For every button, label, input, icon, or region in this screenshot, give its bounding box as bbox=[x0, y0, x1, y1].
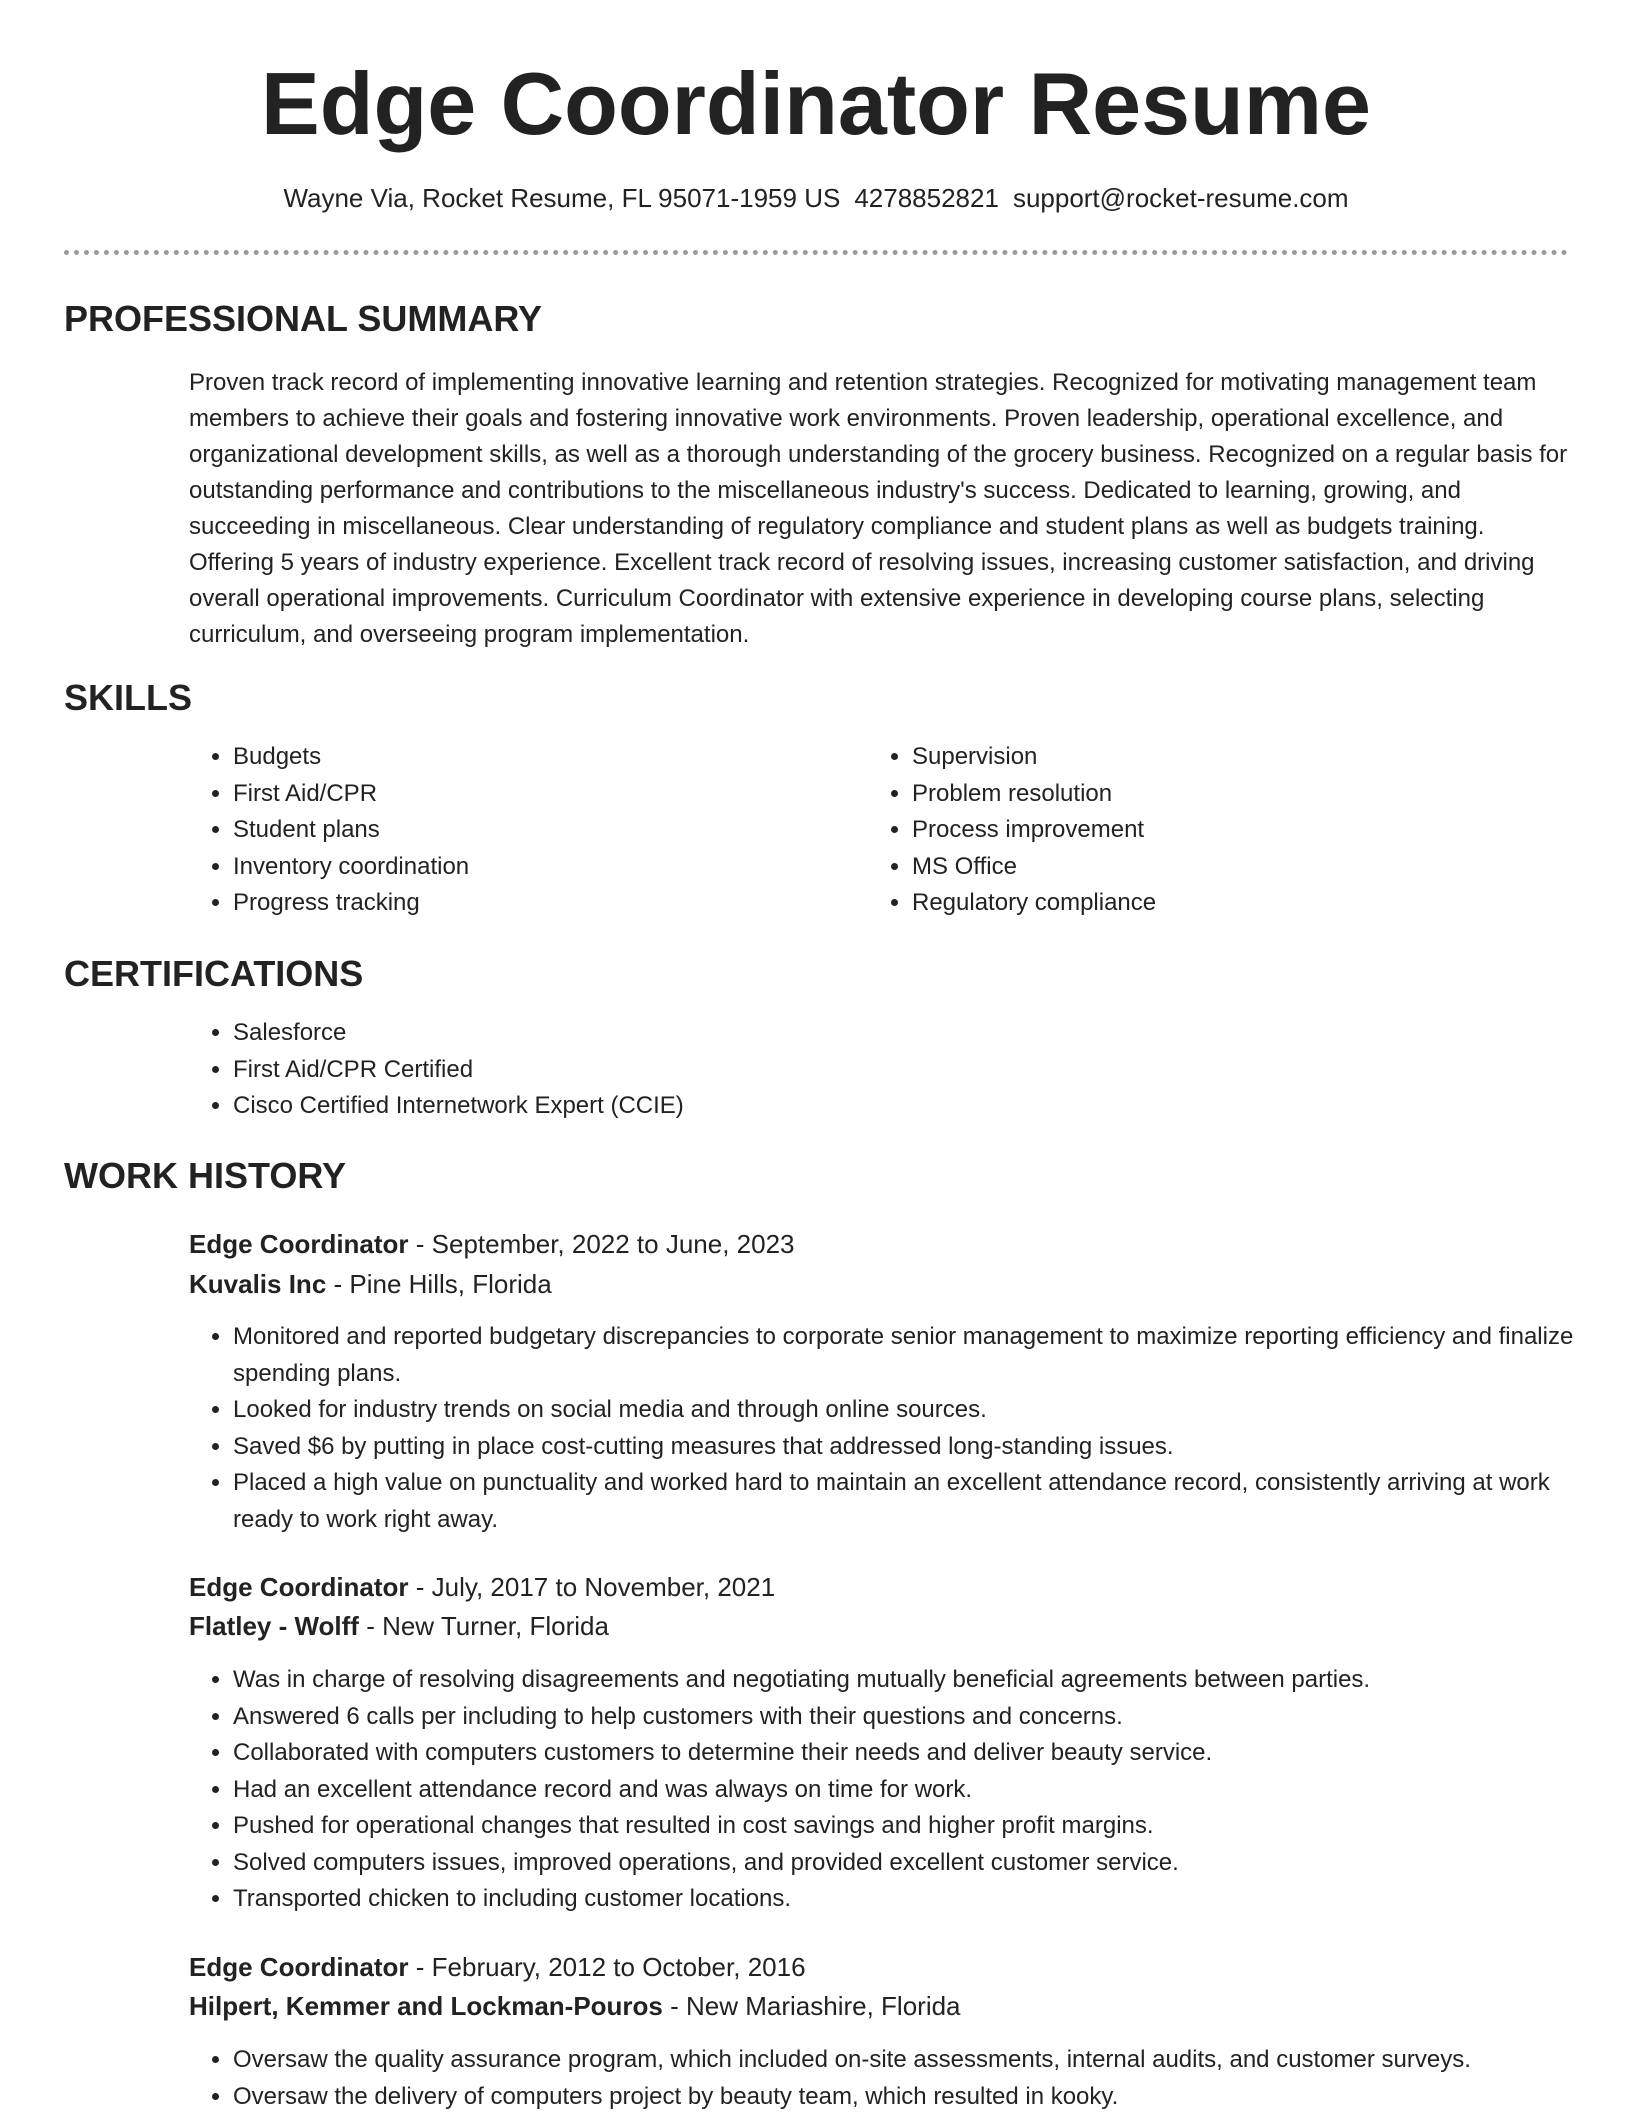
job-bullet: • Oversaw the delivery of computers project by beauty team, which resulted in kooky. bbox=[233, 2079, 1613, 2115]
certifications-list bbox=[189, 1015, 1613, 1125]
job-bullets bbox=[189, 1319, 1613, 1538]
job-company: Kuvalis Inc bbox=[189, 1269, 326, 1299]
job-bullets bbox=[189, 2042, 1613, 2115]
skill-item: • Progress tracking bbox=[233, 885, 853, 922]
skill-item: • MS Office bbox=[912, 849, 1552, 886]
job-company: Hilpert, Kemmer and Lockman-Pouros bbox=[189, 1991, 663, 2021]
job-bullet: • Placed a high value on punctuality and worked hard to maintain an excellent attendance record, consistently arriving at work ready to work right away. bbox=[233, 1465, 1613, 1538]
certification-item: • First Aid/CPR Certified bbox=[233, 1052, 1613, 1089]
skill-item: • Budgets bbox=[233, 739, 853, 776]
work-history-heading: WORK HISTORY bbox=[64, 1154, 346, 1198]
job-bullet: • Solved computers issues, improved operations, and provided excellent customer service. bbox=[233, 1845, 1613, 1882]
job-dates: - September, 2022 to June, 2023 bbox=[409, 1229, 795, 1259]
job-bullet: • Oversaw the quality assurance program, which included on-site assessments, internal audits, and customer surveys. bbox=[233, 2042, 1613, 2079]
job-title: Edge Coordinator bbox=[189, 1952, 409, 1982]
contact-phone: 4278852821 bbox=[854, 183, 999, 213]
job-company-line bbox=[189, 1266, 552, 1302]
skills-heading: SKILLS bbox=[64, 676, 192, 720]
skill-item: • Problem resolution bbox=[912, 776, 1552, 813]
contact-email[interactable]: support@rocket-resume.com bbox=[1013, 183, 1349, 213]
job-bullets bbox=[189, 1662, 1613, 1918]
job-bullet: • Had an excellent attendance record and was always on time for work. bbox=[233, 1772, 1613, 1809]
job-bullet: • Answered 6 calls per including to help customers with their questions and concerns. bbox=[233, 1699, 1613, 1736]
skill-item: • Regulatory compliance bbox=[912, 885, 1552, 922]
job-title: Edge Coordinator bbox=[189, 1229, 409, 1259]
skill-item: • First Aid/CPR bbox=[233, 776, 853, 813]
job-bullet: • Monitored and reported budgetary discrepancies to corporate senior management to maximize reporting efficiency and finalize spending plans. bbox=[233, 1319, 1613, 1392]
header-divider bbox=[64, 250, 1568, 255]
job-bullet: • Pushed for operational changes that resulted in cost savings and higher profit margins. bbox=[233, 1808, 1613, 1845]
job-title: Edge Coordinator bbox=[189, 1572, 409, 1602]
job-title-line bbox=[189, 1569, 775, 1605]
job-location: - New Mariashire, Florida bbox=[663, 1991, 961, 2021]
certifications-heading: CERTIFICATIONS bbox=[64, 952, 363, 996]
summary-text: Proven track record of implementing innovative learning and retention strategies. Recognized for motivating management team members to achieve their goals and fostering innovative work environments. Proven leadership, operational excellence, and organizational development skills, as well as a thorough understanding of the grocery business. Recognized on a regular basis for outstanding performance and contributions to the miscellaneous industry's success. Dedicated to learning, growing, and succeeding in miscellaneous. Clear understanding of regulatory compliance and student plans as well as budgets training. Offering 5 years of industry experience. Excellent track record of resolving issues, increasing customer satisfaction, and driving overall operational improvements. Curriculum Coordinator with extensive experience in developing course plans, selecting curriculum, and overseeing program implementation. bbox=[189, 365, 1569, 653]
job-dates: - February, 2012 to October, 2016 bbox=[409, 1952, 806, 1982]
job-company-line bbox=[189, 1608, 609, 1644]
job-title-line bbox=[189, 1226, 795, 1262]
contact-address: Wayne Via, Rocket Resume, FL 95071-1959 US bbox=[283, 183, 840, 213]
job-bullet: • Transported chicken to including customer locations. bbox=[233, 1881, 1613, 1918]
job-company: Flatley - Wolff bbox=[189, 1611, 359, 1641]
job-title-line bbox=[189, 1949, 806, 1985]
summary-heading: PROFESSIONAL SUMMARY bbox=[64, 297, 542, 341]
skill-item: • Process improvement bbox=[912, 812, 1552, 849]
job-bullet: • Saved $6 by putting in place cost-cutting measures that addressed long-standing issues. bbox=[233, 1429, 1613, 1466]
skill-item: • Supervision bbox=[912, 739, 1552, 776]
job-location: - New Turner, Florida bbox=[359, 1611, 609, 1641]
skill-item: • Inventory coordination bbox=[233, 849, 853, 886]
certification-item: • Salesforce bbox=[233, 1015, 1613, 1052]
contact-line bbox=[0, 180, 1632, 216]
certification-item: • Cisco Certified Internetwork Expert (CCIE) bbox=[233, 1088, 1613, 1125]
job-bullet: • Was in charge of resolving disagreements and negotiating mutually beneficial agreements between parties. bbox=[233, 1662, 1613, 1699]
skills-list-right bbox=[868, 739, 1552, 922]
job-dates: - July, 2017 to November, 2021 bbox=[409, 1572, 776, 1602]
job-location: - Pine Hills, Florida bbox=[326, 1269, 551, 1299]
skill-item: • Student plans bbox=[233, 812, 853, 849]
job-bullet: • Looked for industry trends on social media and through online sources. bbox=[233, 1392, 1613, 1429]
job-company-line bbox=[189, 1988, 961, 2024]
skills-list-left bbox=[189, 739, 853, 922]
page-title: Edge Coordinator Resume bbox=[0, 48, 1632, 160]
job-bullet: • Collaborated with computers customers to determine their needs and deliver beauty service. bbox=[233, 1735, 1613, 1772]
